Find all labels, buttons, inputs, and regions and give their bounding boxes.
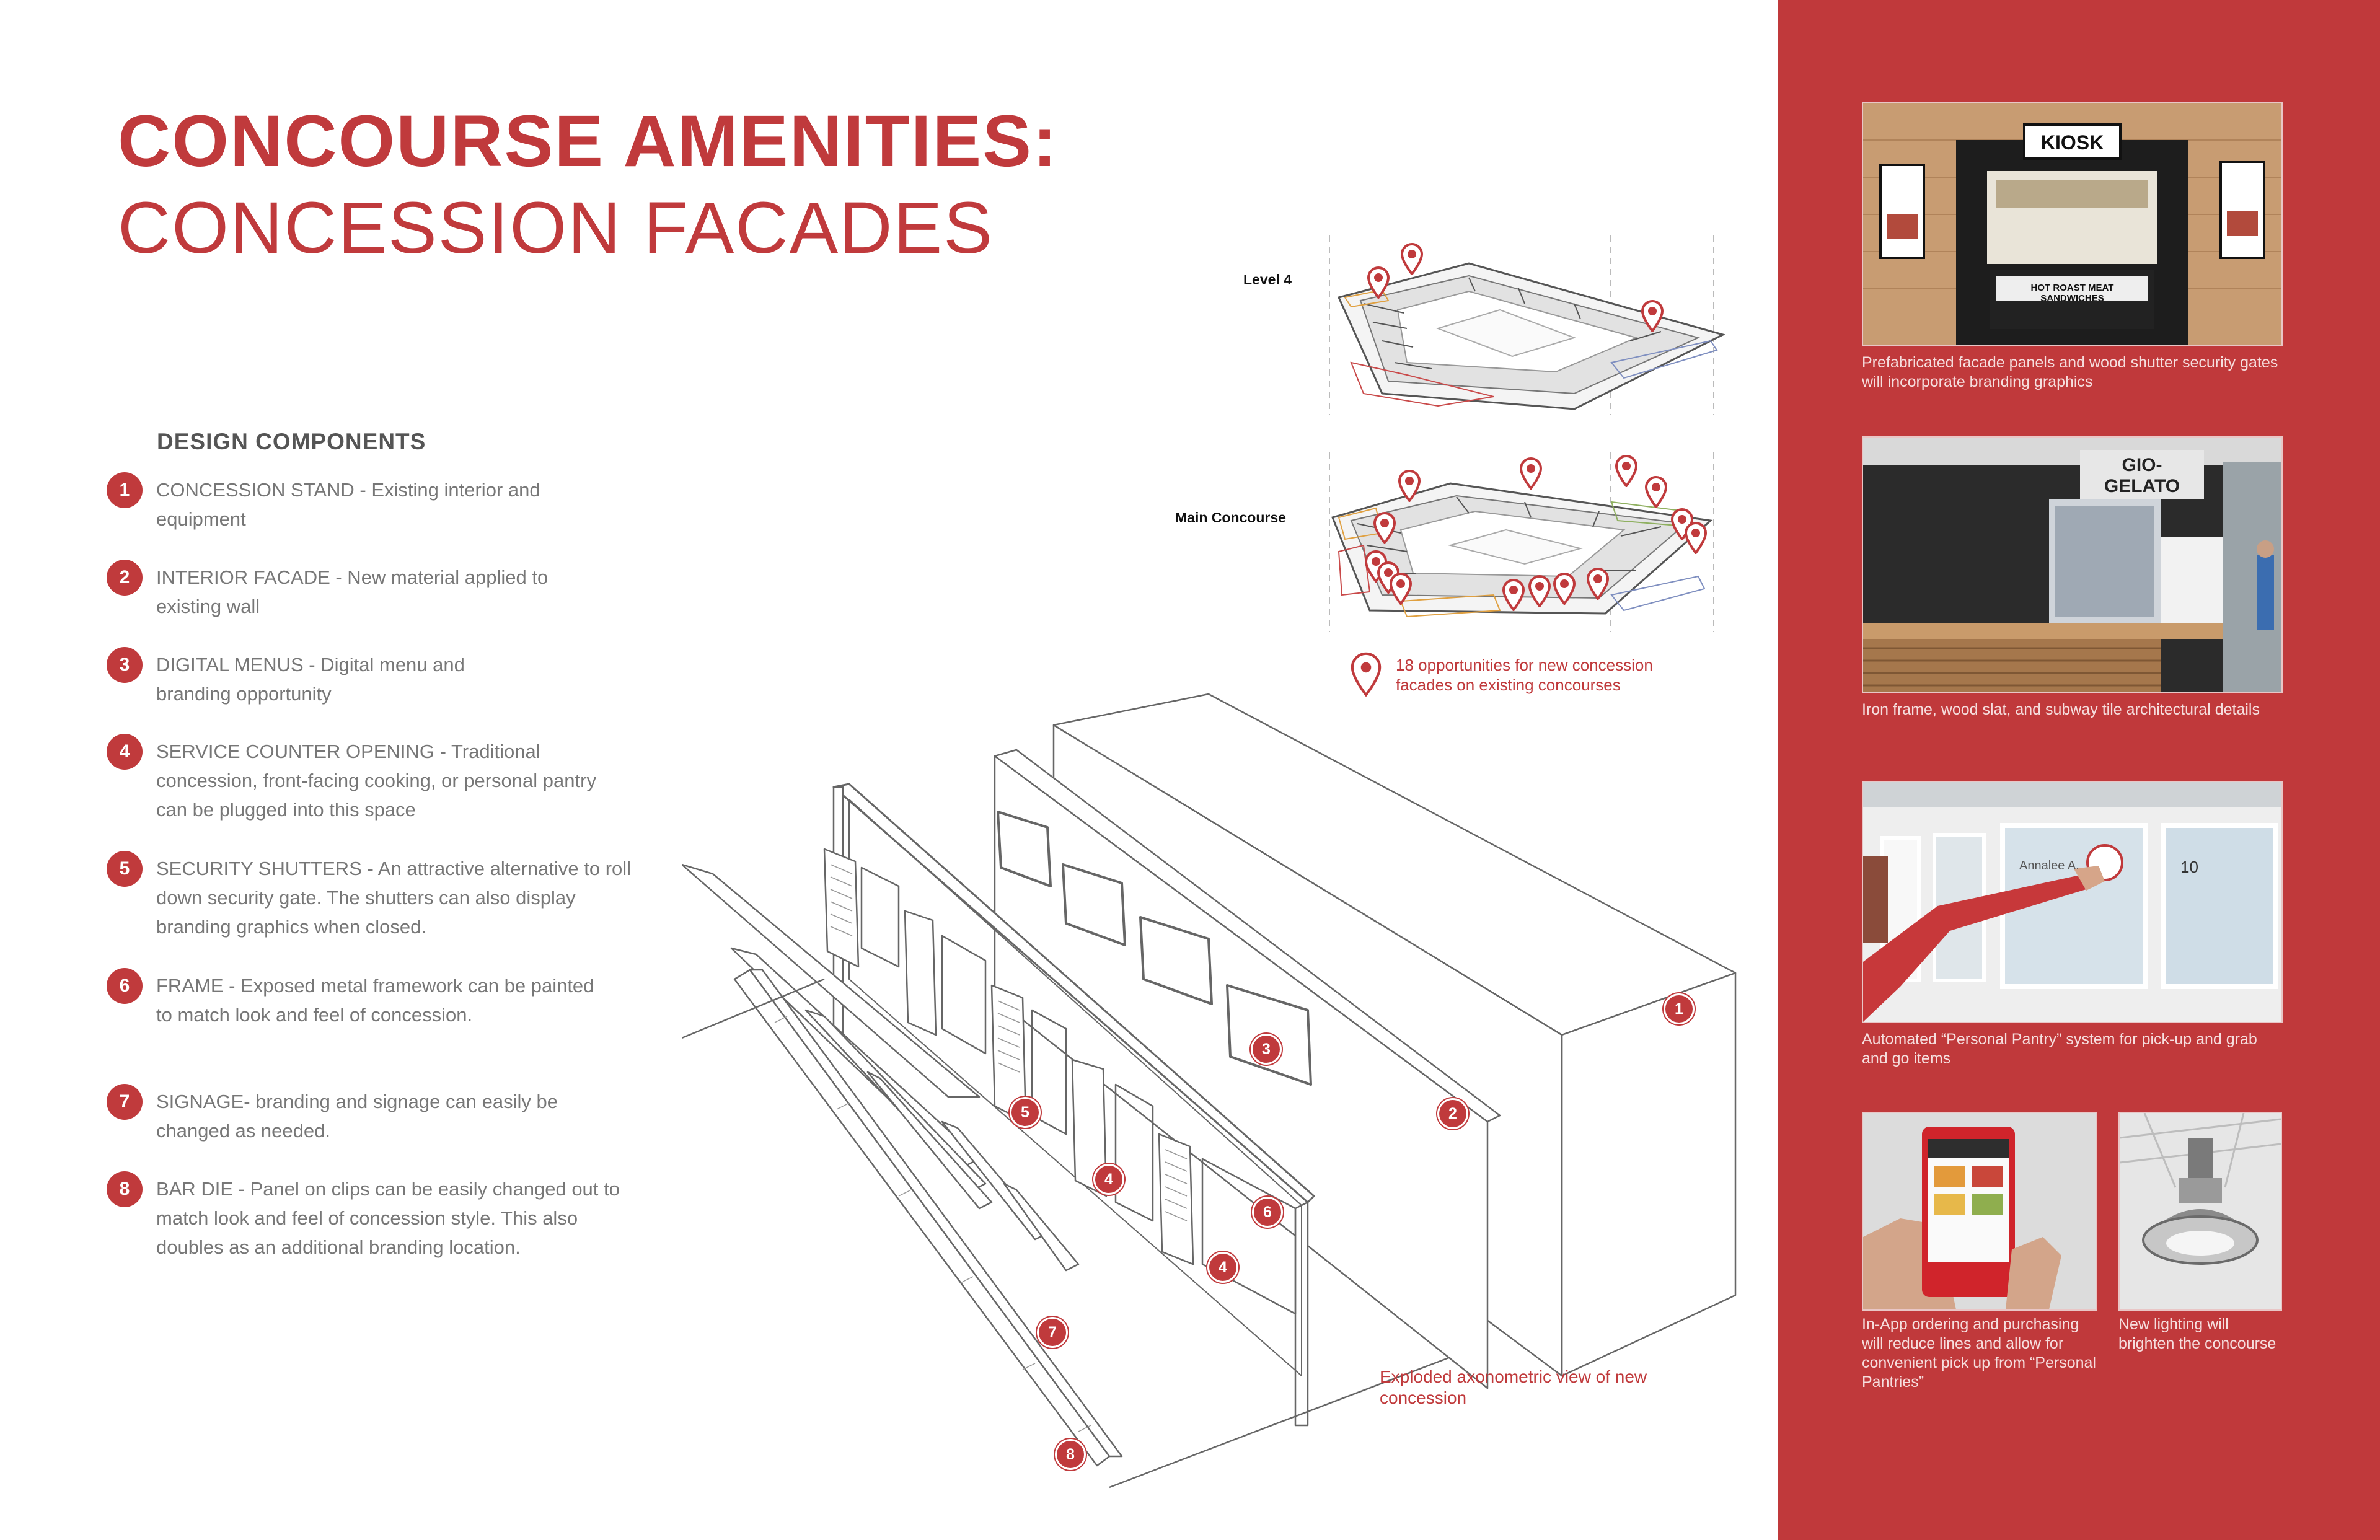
component-text: DIGITAL MENUS - Digital menu and branding opportunity [156,654,465,705]
callout-marker-3: 3 [1251,1034,1282,1065]
location-pin-icon [1527,575,1552,607]
gelato-stand-photo [1862,436,2283,693]
axonometric-caption: Exploded axonometric view of new concession [1380,1367,1647,1407]
photo-caption: Prefabricated facade panels and wood shutter security gates will incorporate branding graphics [1862,354,2278,390]
page-title: CONCOURSE AMENITIES: [118,100,1059,182]
photo-caption: New lighting will brighten the concourse [2118,1316,2276,1352]
location-pin-icon [1518,457,1543,490]
in-app-ordering-photo [1862,1112,2097,1311]
level4-label: Level 4 [1243,271,1292,288]
design-components-heading: DESIGN COMPONENTS [157,429,426,454]
component-text: INTERIOR FACADE - New material applied to existing wall [156,566,549,617]
callout-marker-2: 2 [1437,1098,1468,1129]
opportunities-note: 18 opportunities for new concession facades on existing concourses [1396,656,1653,694]
page-subtitle: CONCESSION FACADES [118,187,994,269]
component-number: 5 [107,851,143,887]
component-text: CONCESSION STAND - Existing interior and equipment [156,479,540,530]
callout-marker-1: 1 [1664,993,1695,1024]
lighting-photo [2118,1112,2282,1311]
location-pin-icon [1399,243,1424,275]
photo-caption: In-App ordering and purchasing will reduce lines and allow for convenient pick up from “Personal Pantries” [1862,1316,2096,1391]
gelato-stand-illustration [1863,438,2281,692]
light-fixture-illustration [2120,1113,2281,1309]
component-number: 8 [107,1171,143,1207]
location-pin-icon [1501,579,1526,611]
component-text: SECURITY SHUTTERS - An attractive alternative to roll down security gate. The shutters can also display branding graphics when closed. [156,858,632,938]
location-pin-icon [1614,455,1639,487]
component-text: SIGNAGE- branding and signage can easily be changed as needed. [156,1091,558,1142]
location-pin-icon [1366,266,1391,299]
location-pin-icon [1397,470,1422,502]
gelato-sign: GIO-GELATO [2104,455,2180,496]
location-pin-icon [1552,573,1577,605]
pantry-name: Annalee A. [2019,859,2079,873]
pantry-number: 10 [2180,858,2198,876]
photo-caption: Automated “Personal Pantry” system for pick-up and grab and go items [1862,1031,2257,1067]
location-pin-icon [1388,573,1413,605]
location-pin-icon [1683,522,1708,554]
level4-plan [1314,229,1748,421]
callout-marker-7: 7 [1037,1317,1068,1348]
callout-marker-5: 5 [1010,1097,1041,1128]
component-number: 2 [107,560,143,596]
location-pin-icon [1585,568,1610,600]
component-number: 4 [107,734,143,770]
personal-pantry-illustration [1863,782,2281,1022]
location-pin-icon [1640,300,1665,332]
kiosk-photo [1862,102,2283,346]
callout-marker-4: 4 [1207,1252,1238,1283]
component-number: 6 [107,968,143,1004]
component-number: 7 [107,1084,143,1120]
kiosk-sign: KIOSK [2040,131,2104,154]
personal-pantry-photo [1862,781,2283,1023]
kiosk-banner: HOT ROAST MEAT SANDWICHES [2030,283,2114,304]
component-text: FRAME - Exposed metal framework can be painted to match look and feel of concession. [156,975,594,1026]
component-text: BAR DIE - Panel on clips can be easily changed out to match look and feel of concession style. This also doubles as an additional branding location. [156,1178,620,1258]
component-number: 1 [107,472,143,508]
phone-illustration [1863,1113,2096,1309]
component-text: SERVICE COUNTER OPENING - Traditional concession, front-facing cooking, or personal pantry can be plugged into this space [156,741,596,821]
location-pin-icon [1644,476,1668,508]
photo-caption: Iron frame, wood slat, and subway tile architectural details [1862,701,2260,718]
main-concourse-label: Main Concourse [1175,509,1286,526]
component-number: 3 [107,647,143,683]
location-pin-icon [1372,512,1397,544]
callout-marker-8: 8 [1055,1439,1086,1470]
callout-marker-6: 6 [1252,1197,1283,1228]
callout-marker-4: 4 [1093,1164,1124,1195]
